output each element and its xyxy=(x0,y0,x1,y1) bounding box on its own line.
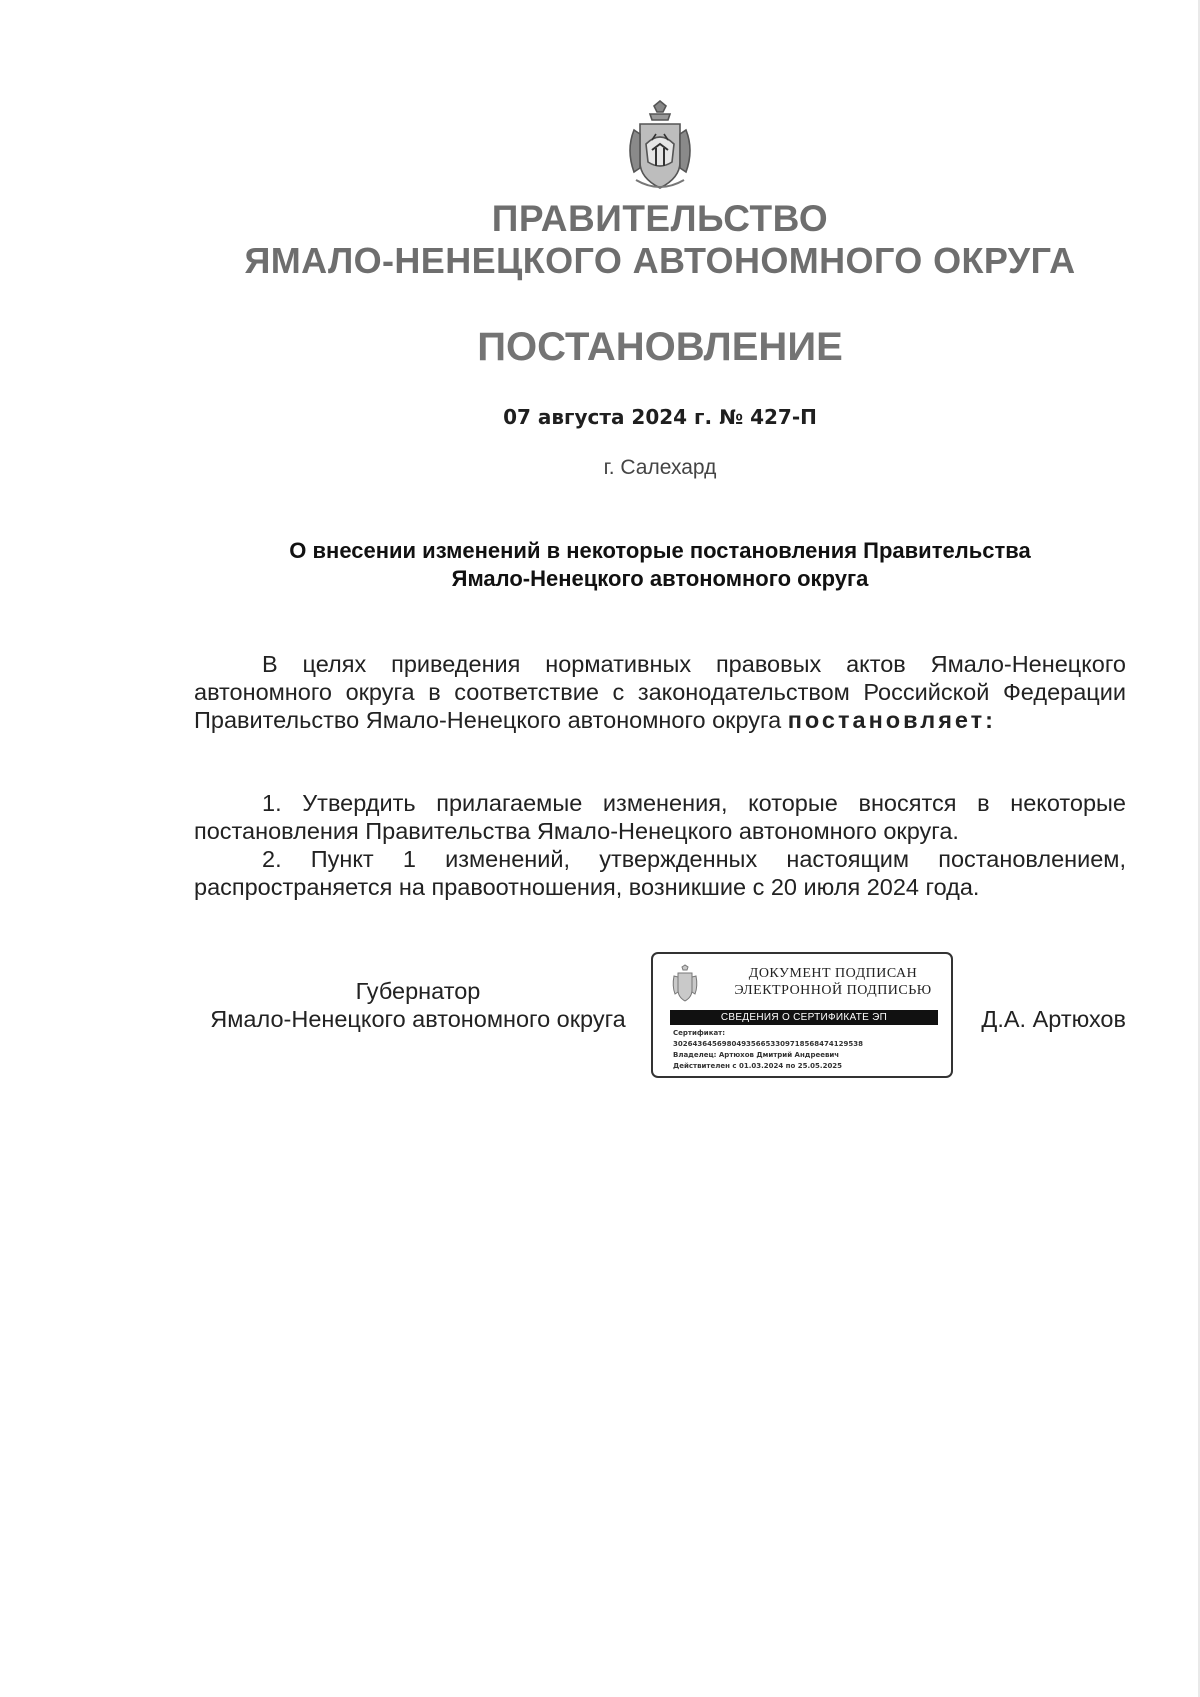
decree-item: 2. Пункт 1 изменений, утвержденных настоящим постановлением, распространяется на правоотношения, возникшие с 20 июля 2024 года. xyxy=(194,846,1126,900)
document-city: г. Салехард xyxy=(603,456,717,479)
stamp-title xyxy=(715,965,951,999)
signer-role xyxy=(194,977,642,1033)
stamp-certificate-bar: СВЕДЕНИЯ О СЕРТИФИКАТЕ ЭП xyxy=(670,1010,938,1025)
org-title-line2: ЯМАЛО-НЕНЕЦКОГО АВТОНОМНОГО ОКРУГА xyxy=(244,240,1076,281)
yamal-coat-of-arms-small-icon xyxy=(671,964,699,1004)
yamal-coat-of-arms-icon xyxy=(622,100,698,194)
e-signature-stamp xyxy=(651,952,953,1078)
decree-items xyxy=(194,789,1126,901)
certificate-validity: Действителен с 01.03.2024 по 25.05.2025 xyxy=(673,1062,843,1070)
preamble xyxy=(194,650,1126,734)
document-type: ПОСТАНОВЛЕНИЕ xyxy=(477,325,843,369)
document-subject xyxy=(220,537,1100,593)
document-date-number: 07 августа 2024 г. № 427-П xyxy=(503,405,817,429)
certificate-number: 302643645698049356653309718568474129538 xyxy=(673,1040,863,1048)
decree-item: 1. Утвердить прилагаемые изменения, которые вносятся в некоторые постановления Правительства Ямало-Ненецкого автономного округа. xyxy=(194,790,1126,844)
subject-line2: Ямало-Ненецкого автономного округа xyxy=(451,566,869,591)
preamble-text: В целях приведения нормативных правовых актов Ямало-Ненецкого автономного округа в соответствие с законодательством Российской Федерации Правительство Ямало-Ненецкого автономного округа xyxy=(194,651,1126,733)
certificate-label: Сертификат: xyxy=(673,1029,726,1037)
decree-word: постановляет: xyxy=(787,707,996,733)
subject-line1: О внесении изменений в некоторые постановления Правительства xyxy=(289,538,1031,563)
certificate-owner: Владелец: Артюхов Дмитрий Андреевич xyxy=(673,1051,840,1059)
signer-role-line2: Ямало-Ненецкого автономного округа xyxy=(210,1006,626,1032)
stamp-title-line2: ЭЛЕКТРОННОЙ ПОДПИСЬЮ xyxy=(734,983,932,998)
signer-role-line1: Губернатор xyxy=(355,978,481,1004)
signer-name: Д.А. Артюхов xyxy=(981,1006,1126,1032)
stamp-title-line1: ДОКУМЕНТ ПОДПИСАН xyxy=(748,966,918,981)
preamble-paragraph xyxy=(194,650,1126,734)
org-title-line1: ПРАВИТЕЛЬСТВО xyxy=(491,198,829,239)
